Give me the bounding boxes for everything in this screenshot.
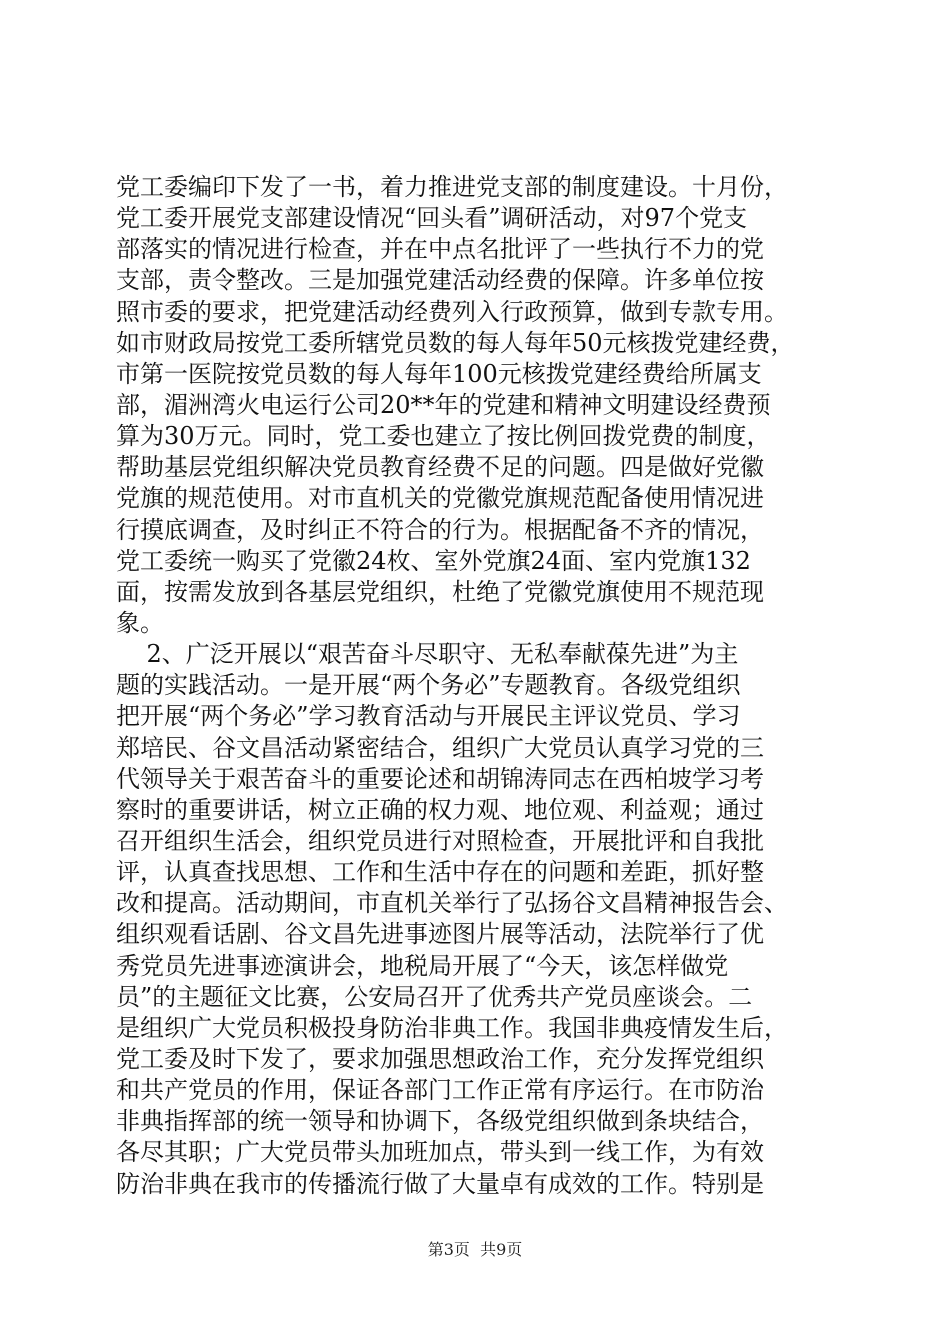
text-line: 评，认真查找思想、工作和生活中存在的问题和差距，抓好整 bbox=[116, 858, 764, 887]
text-line: 2、广泛开展以“艰苦奋斗尽职守、无私奉献葆先进”为主 bbox=[116, 640, 739, 669]
text-line: 把开展“两个务必”学习教育活动与开展民主评议党员、学习 bbox=[116, 702, 741, 731]
text-line: 帮助基层党组织解决党员教育经费不足的问题。四是做好党徽 bbox=[116, 453, 764, 482]
text-line: 员”的主题征文比赛，公安局召开了优秀共产党员座谈会。二 bbox=[116, 982, 753, 1011]
text-line: 是组织广大党员积极投身防治非典工作。我国非典疫情发生后， bbox=[116, 1013, 788, 1042]
text-line: 象。 bbox=[116, 608, 164, 637]
text-line: 面，按需发放到各基层党组织，杜绝了党徽党旗使用不规范现 bbox=[116, 577, 764, 606]
text-line: 非典指挥部的统一领导和协调下，各级党组织做到条块结合， bbox=[116, 1107, 764, 1136]
text-line: 算为30万元。同时，党工委也建立了按比例回拨党费的制度， bbox=[116, 422, 771, 451]
text-line: 防治非典在我市的传播流行做了大量卓有成效的工作。特别是 bbox=[116, 1169, 764, 1198]
text-line: 组织观看话剧、谷文昌先进事迹图片展等活动，法院举行了优 bbox=[116, 920, 764, 949]
text-line: 部，湄洲湾火电运行公司20**年的党建和精神文明建设经费预 bbox=[116, 390, 771, 419]
text-line: 如市财政局按党工委所辖党员数的每人每年50元核拨党建经费， bbox=[116, 328, 795, 357]
text-line: 行摸底调查，及时纠正不符合的行为。根据配备不齐的情况， bbox=[116, 515, 764, 544]
text-line: 改和提高。活动期间，市直机关举行了弘扬谷文昌精神报告会、 bbox=[116, 889, 788, 918]
text-line: 党旗的规范使用。对市直机关的党徽党旗规范配备使用情况进 bbox=[116, 484, 764, 513]
text-line: 党工委编印下发了一书，着力推进党支部的制度建设。十月份， bbox=[116, 173, 788, 201]
body-text bbox=[116, 172, 836, 1200]
text-line: 党工委及时下发了，要求加强思想政治工作，充分发挥党组织 bbox=[116, 1044, 764, 1073]
text-line: 郑培民、谷文昌活动紧密结合，组织广大党员认真学习党的三 bbox=[116, 733, 764, 762]
text-line: 秀党员先进事迹演讲会，地税局开展了“今天，该怎样做党 bbox=[116, 951, 729, 980]
text-line: 和共产党员的作用，保证各部门工作正常有序运行。在市防治 bbox=[116, 1076, 764, 1105]
text-line: 照市委的要求，把党建活动经费列入行政预算，做到专款专用。 bbox=[116, 297, 788, 326]
text-line: 各尽其职；广大党员带头加班加点，带头到一线工作，为有效 bbox=[116, 1138, 764, 1167]
page-number-footer: 第3页 共9页 bbox=[427, 1240, 523, 1259]
text-line: 支部，责令整改。三是加强党建活动经费的保障。许多单位按 bbox=[116, 266, 764, 295]
text-line: 察时的重要讲话，树立正确的权力观、地位观、利益观；通过 bbox=[116, 795, 764, 824]
text-line: 党工委统一购买了党徽24枚、室外党旗24面、室内党旗132 bbox=[116, 546, 751, 575]
text-line: 部落实的情况进行检查，并在中点名批评了一些执行不力的党 bbox=[116, 235, 764, 264]
text-line: 题的实践活动。一是开展“两个务必”专题教育。各级党组织 bbox=[116, 671, 741, 700]
text-line: 代领导关于艰苦奋斗的重要论述和胡锦涛同志在西柏坡学习考 bbox=[116, 764, 764, 793]
text-line: 市第一医院按党员数的每人每年100元核拨党建经费给所属支 bbox=[116, 359, 762, 388]
text-line: 党工委开展党支部建设情况“回头看”调研活动，对97个党支 bbox=[116, 204, 748, 233]
text-line: 召开组织生活会，组织党员进行对照检查，开展批评和自我批 bbox=[116, 826, 764, 855]
